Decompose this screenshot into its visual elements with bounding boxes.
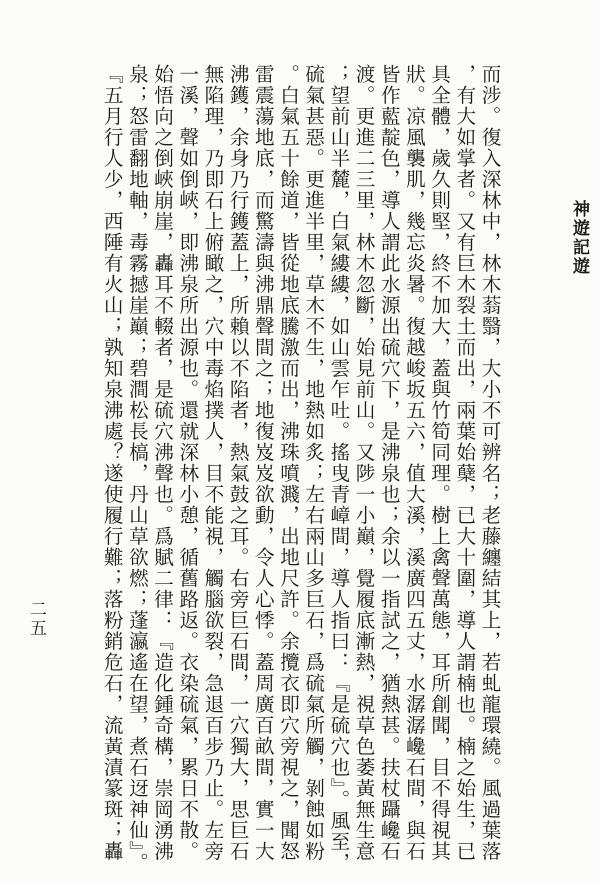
text-column: 『五月行人少，西陲有火山；孰知泉沸處？遂使履行難；落粉銷危石，流黃漬篆斑；轟 (100, 64, 124, 862)
text-column: 沸鑊，余身乃行鑊蓋上，所賴以不陷者，熱氣鼓之耳。右旁巨石間，一穴獨大，思巨石 (226, 64, 250, 862)
text-column: 而涉。復入深林中，林木蓊翳，大小不可辨名；老藤纏結其上，若虬龍環繞。風過葉落 (478, 64, 501, 862)
text-column: 。白氣五十餘道，皆從地底騰激而出，沸珠噴濺，出地尺許。余攬衣即穴旁視之，聞怒 (276, 64, 300, 862)
text-column: 雷震蕩地底，而驚濤與沸鼎聲間之；地復岌岌欲動，令人心悸。蓋周廣百畝間，實一大 (251, 64, 275, 862)
text-column: 硫氣甚惡。更進半里，草木不生，地熱如炙；左右兩山多巨石，爲硫氣所觸，剝蝕如粉 (301, 64, 325, 862)
text-column: 泉；怒雷翻地軸，毒霧撼崖巔；碧澗松長槁，丹山草欲燃；蓬瀛遙在望，煮石迓神仙』。 (125, 64, 149, 874)
text-column: 無陷理，乃即石上俯瞰之，穴中毒焰撲人，目不能視，觸腦欲裂，急退百步乃止。左旁 (200, 64, 224, 862)
text-column: 始悟向之倒峽崩崖，轟耳不輟者，是硫穴沸聲也。爲賦二律：『造化鍾奇構，崇岡湧沸 (150, 64, 174, 862)
body-text (100, 64, 501, 874)
text-column: ；望前山半麓，白氣縷縷，如山雲乍吐。搖曳青嶂間，導人指曰：『是硫穴也』。風至， (326, 64, 350, 874)
text-column: 一溪，聲如倒峽，即沸泉所出源也。還就深林小憩，循舊路返。衣染硫氣，累日不散。 (175, 64, 199, 862)
text-column: 皆作藍靛色，導人謂此水源出硫穴下，是沸泉也；余以一指試之，猶熱甚。扶杖躡巉石 (377, 64, 401, 862)
page-number: 二五 (26, 600, 46, 638)
text-column: 渡。更進二三里，林木忽斷，始見前山。又陟一小巔，覺履底漸熱，視草色萎黃無生意 (352, 64, 376, 862)
running-header: 神遊記遊 (569, 200, 589, 276)
text-column: 具全體，歲久則堅，終不加大，蓋與竹筍同理。樹上禽聲萬態，耳所創聞，目不得視其 (427, 64, 451, 862)
text-column: ，有大如掌者。又有巨木裂土而出，兩葉始蘖，已大十圍，導人謂楠也。楠之始生，已 (452, 64, 476, 862)
text-column: 狀。凉風襲肌，幾忘炎暑。復越峻坂五六，值大溪，溪廣四五丈，水潺潺巉石間，與石 (402, 64, 426, 862)
